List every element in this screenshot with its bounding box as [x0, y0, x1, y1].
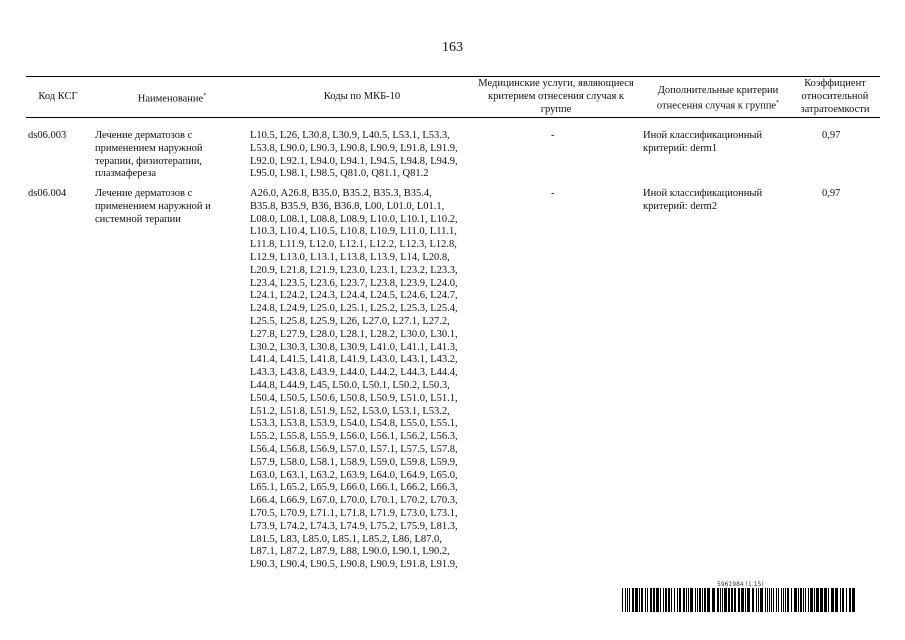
- row-mkb-codes: A26.0, A26.8, B35.0, B35.2, B35.3, B35.4, B35.8, B35.9, B36, B36.8, L00, L01.0, L01.1, L08.0, L08.1, L08.8, L08.9, L10.0, L10.1, L10.2, L10.3, L10.4, L10.5, L10.8, L10.9, L11.0, L11.1, L11.8, L11.9, L12.0, L12.1, L12.2, L12.3, L12.8, L12.9, L13.0, L13.1, L13.8, L13.9, L14, L20.8, L20.9, L21.8, L21.9, L23.0, L23.1, L23.2, L23.3, L23.4, L23.5, L23.6, L23.7, L23.8, L23.9, L24.0, L24.1, L24.2, L24.3, L24.4, L24.5, L24.6, L24.7, L24.8, L24.9, L25.0, L25.1, L25.2, L25.3, L25.4, L25.5, L25.8, L25.9, L26, L27.0, L27.1, L27.2, L27.8, L27.9, L28.0, L28.1, L28.2, L30.0, L30.1, L30.2, L30.3, L30.8, L30.9, L41.0, L41.1, L41.3, L41.4, L41.5, L41.8, L41.9, L43.0, L43.1, L43.2, L43.3, L43.8, L43.9, L44.0, L44.2, L44.3, L44.4, L44.8, L44.9, L45, L50.0, L50.1, L50.2, L50.3, L50.4, L50.5, L50.6, L50.8, L50.9, L51.0, L51.1, L51.2, L51.8, L51.9, L52, L53.0, L53.1, L53.2, L53.3, L53.8, L53.9, L54.0, L54.8, L55.0, L55.1, L55.2, L55.8, L55.9, L56.0, L56.1, L56.2, L56.3, L56.4, L56.8, L56.9, L57.0, L57.1, L57.5, L57.8, L57.9, L58.0, L58.1, L58.9, L59.0, L59.8, L59.9, L63.0, L63.1, L63.2, L63.9, L64.0, L64.9, L65.0, L65.1, L65.2, L65.9, L66.0, L66.1, L66.2, L66.3, L66.4, L66.9, L67.0, L70.0, L70.1, L70.2, L70.3, L70.5, L70.9, L71.1, L71.8, L71.9, L73.0, L73.1, L73.9, L74.2, L74.3, L74.9, L75.2, L75.9, L81.3, L81.5, L83, L85.0, L85.1, L85.2, L86, L87.0, L87.1, L87.2, L87.9, L88, L90.0, L90.1, L90.2, L90.3, L90.4, L90.5, L90.8, L90.9, L91.8, L91.9,: [250, 188, 458, 571]
- header-code: Код КСГ: [38, 91, 78, 102]
- header-services: Медицинские услуги, являющиеся критерием отнесения случая к группе: [478, 78, 634, 115]
- row-coef: 0,97: [822, 130, 841, 141]
- header-coef: Коэффициент относительной затратоемкости: [800, 78, 870, 115]
- row-name: Лечение дерматозов с применением наружной терапии, физиотерапии, плазмафереза: [95, 130, 203, 180]
- table-top-rule: [26, 76, 880, 77]
- row-name: Лечение дерматозов с применением наружной и системной терапии: [95, 188, 211, 225]
- header-name: Наименование*: [137, 93, 207, 105]
- row-services: -: [551, 188, 555, 199]
- row-criteria: Иной классификационный критерий: derm2: [643, 188, 763, 212]
- row-services: -: [551, 130, 555, 141]
- row-coef: 0,97: [822, 188, 841, 199]
- header-mkb: Коды по МКБ-10: [323, 91, 401, 102]
- row-criteria: Иной классификационный критерий: derm1: [643, 130, 763, 154]
- barcode-icon: [622, 588, 856, 612]
- row-code: ds06.003: [28, 130, 67, 141]
- row-code: ds06.004: [28, 188, 67, 199]
- header-criteria: Дополнительные критерии отнесения случая к группе*: [656, 85, 780, 112]
- barcode-label: 5961984 (1.15): [717, 581, 764, 588]
- row-mkb-codes: L10.5, L26, L30.8, L30.9, L40.5, L53.1, L53.3, L53.8, L90.0, L90.3, L90.8, L90.9, L91.8, L91.9, L92.0, L92.1, L94.0, L94.1, L94.5, L94.8, L94.9, L95.0, L98.1, L98.5, Q81.0, Q81.1, Q81.2: [250, 130, 458, 180]
- table-header-bottom-rule: [26, 117, 880, 118]
- page-number: 163: [442, 40, 463, 55]
